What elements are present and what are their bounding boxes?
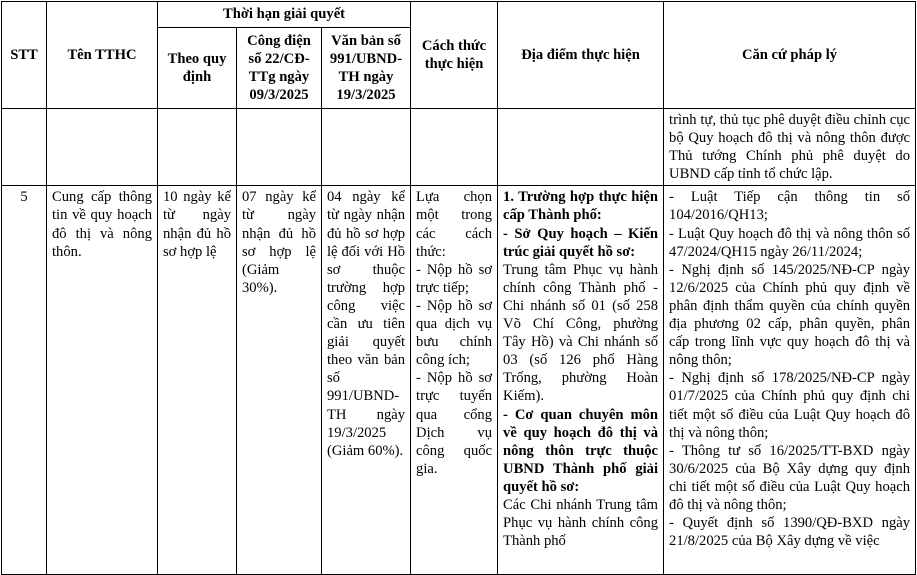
row-cong-dien: 07 ngày kể từ ngày nhận đủ hồ sơ hợp lệ (Giảm 30%). xyxy=(237,186,322,575)
procedure-table xyxy=(1,1,916,575)
row-ten: Cung cấp thông tin về quy hoạch đô thị và nông thôn. xyxy=(47,186,158,575)
row-can-cu: - Luật Tiếp cận thông tin số 104/2016/QH13; - Luật Quy hoạch đô thị và nông thôn số 47/2024/QH15 ngày 26/11/2024; - Nghị định số 145/2025/NĐ-CP ngày 12/6/2025 của Chính phủ quy định về phân định thẩm quyền của chính quyền địa phương 02 cấp, phân quyền, phân cấp trong lĩnh vực quy hoạch đô thị và nông thôn; - Nghị định số 178/2025/NĐ-CP ngày 01/7/2025 của Chính phủ quy định chi tiết một số điều của Luật Quy hoạch đô thị và nông thôn; - Thông tư số 16/2025/TT-BXD ngày 30/6/2025 của Bộ Xây dựng quy định chi tiết một số điều của Luật Quy hoạch đô thị và nông thôn; - Quyết định số 1390/QĐ-BXD ngày 21/8/2025 của Bộ Xây dựng về việc xyxy=(664,186,916,575)
header-cach-thuc: Cách thức thực hiện xyxy=(411,2,498,109)
continuation-row xyxy=(2,109,916,186)
row-theo-quy-dinh: 10 ngày kể từ ngày nhận đủ hồ sơ hợp lệ xyxy=(158,186,237,575)
header-stt: STT xyxy=(2,2,47,109)
header-van-ban: Văn bản số 991/UBND-TH ngày 19/3/2025 xyxy=(322,28,411,109)
header-theo-quy-dinh: Theo quy định xyxy=(158,28,237,109)
row-dia-diem: 1. Trường hợp thực hiện cấp Thành phố: - Sở Quy hoạch – Kiến trúc giải quyết hồ sơ: Trung tâm Phục vụ hành chính công Thành phố - Chi nhánh số 01 (số 258 Võ Chí Công, phường Tây Hồ) và Chi nhánh số 03 (số 126 phố Hàng Trống, phường Hoàn Kiếm). - Cơ quan chuyên môn về quy hoạch đô thị và nông thôn trực thuộc UBND Thành phố giải quyết hồ sơ: Các Chi nhánh Trung tâm Phục vụ hành chính công Thành phố xyxy=(498,186,664,575)
row-van-ban: 04 ngày kể từ ngày nhận đủ hồ sơ hợp lệ đối với Hồ sơ thuộc trường hợp công việc cần ưu tiên giải quyết theo văn bản số 991/UBND-TH ngày 19/3/2025 (Giảm 60%). xyxy=(322,186,411,575)
row-stt: 5 xyxy=(2,186,47,575)
header-ten-tthc: Tên TTHC xyxy=(47,2,158,109)
header-can-cu: Căn cứ pháp lý xyxy=(664,2,916,109)
header-dia-diem: Địa điểm thực hiện xyxy=(498,2,664,109)
row-cach-thuc: Lựa chọn một trong các cách thức: - Nộp hồ sơ trực tiếp; - Nộp hồ sơ qua dịch vụ bưu chính công ích; - Nộp hồ sơ trực tuyến qua cổng Dịch vụ công quốc gia. xyxy=(411,186,498,575)
continuation-can-cu: trình tự, thủ tục phê duyệt điều chỉnh cục bộ Quy hoạch đô thị và nông thôn được Thủ tướng Chính phủ phê duyệt do UBND cấp tỉnh tổ chức lập. xyxy=(664,109,916,186)
header-thoi-han: Thời hạn giải quyết xyxy=(158,2,411,28)
table-row xyxy=(2,186,916,575)
header-cong-dien: Công điện số 22/CĐ-TTg ngày 09/3/2025 xyxy=(237,28,322,109)
